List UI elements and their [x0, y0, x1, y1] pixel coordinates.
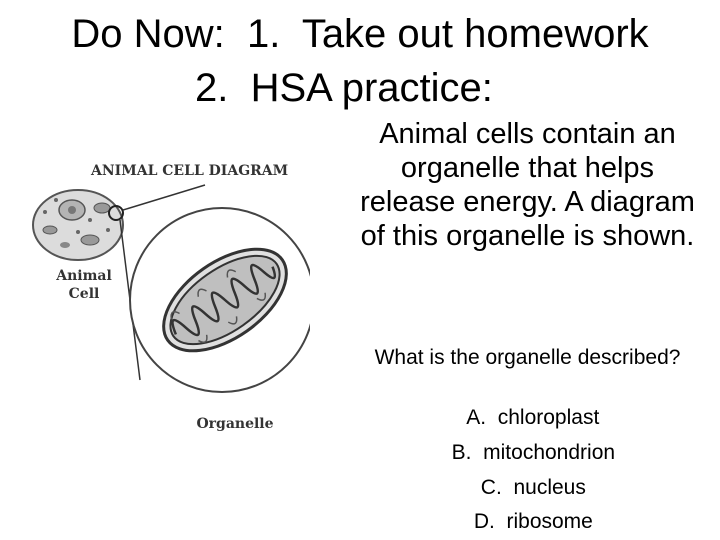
animal-cell-label-line1: Animal: [56, 268, 112, 284]
choice-text: chloroplast: [497, 406, 600, 429]
choice-letter: A.: [466, 406, 487, 429]
animal-cell-diagram: [20, 150, 310, 440]
organelle-label: Organelle: [196, 416, 274, 432]
choice-text: mitochondrion: [483, 441, 616, 464]
question-prompt: What is the organelle described?: [374, 346, 681, 369]
question-text: Animal cells contain an organelle that helps release energy. A diagram of this organelle is shown.: [360, 118, 695, 252]
title-line-2: 2. HSA practice:: [195, 66, 493, 110]
animal-cell-icon: [33, 190, 123, 260]
choice-letter: B.: [451, 441, 472, 464]
choice-letter: D.: [473, 510, 495, 533]
animal-cell-label-line2: Cell: [68, 286, 100, 302]
choice-text: ribosome: [506, 510, 593, 533]
choice-text: nucleus: [513, 476, 586, 499]
diagram-heading: ANIMAL CELL DIAGRAM: [91, 163, 289, 179]
title-line-1: Do Now: 1. Take out homework: [71, 12, 649, 56]
choice-letter: C.: [480, 476, 502, 499]
choice-d: [345, 484, 710, 534]
